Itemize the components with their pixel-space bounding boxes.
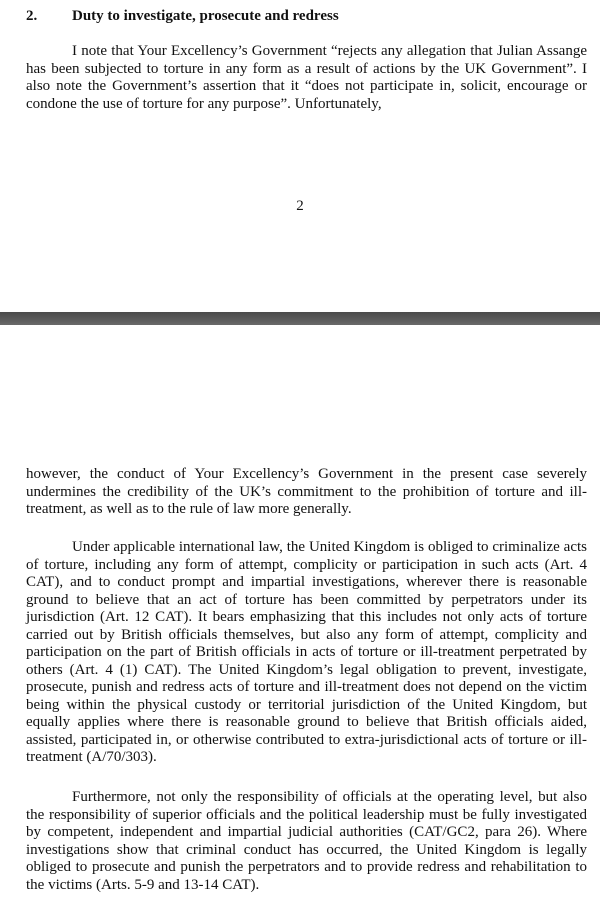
paragraph-intro: I note that Your Excellency’s Government “rejects any allegation that Julian Assange has been subjected to torture in any form as a result of actions by the UK Government”. I also note the Government’s assertion that it “does not participate in, solicit, encourage or condone the use of torture for any purpose”. Unfortunately, [26,43,587,112]
paragraph-international-law: Under applicable international law, the United Kingdom is obliged to criminalize acts of torture, including any form of attempt, complicity or participation in such acts (Art. 4 CAT), and to conduct prompt and impartial investigations, wherever there is reasonable ground to believe that an act of torture has been committed by perpetrators under its jurisdiction (Art. 12 CAT). It bears emphasizing that this includes not only acts of torture carried out by British officials themselves, but also any form of attempt, complicity and participation on the part of British officials in acts of torture or ill-treatment perpetrated by others (Art. 4 (1) CAT). The United Kingdom’s legal obligation to prevent, investigate, prosecute, punish and redress acts of torture and ill-treatment does not depend on the victim being within the physical custody or territorial jurisdiction of the United Kingdom, but equally applies where there is reasonable ground to believe that British officials aided, assisted, participated in, or otherwise contributed to extra-jurisdictional acts of torture or ill-treatment (A/70/303). [26,539,587,765]
page-number: 2 [296,198,304,214]
section-number: 2. [26,8,38,24]
paragraph-intro-continued: however, the conduct of Your Excellency’s Government in the present case severely undermines the credibility of the UK’s commitment to the prohibition of torture and ill-treatment, as well as to the rule of law more generally. [26,466,587,517]
document-page-top [0,0,600,312]
section-title: Duty to investigate, prosecute and redress [72,8,339,24]
paragraph-responsibility: Furthermore, not only the responsibility of officials at the operating level, but also the responsibility of superior officials and the political leadership must be fully investigated by competent, independent and impartial judicial authorities (CAT/GC2, para 26). Where investigations show that criminal conduct has occurred, the United Kingdom is legally obliged to prosecute and punish the perpetrators and to provide redress and rehabilitation to the victims (Arts. 5-9 and 13-14 CAT). [26,789,587,893]
page-separator [0,312,600,325]
section-heading [26,8,339,25]
